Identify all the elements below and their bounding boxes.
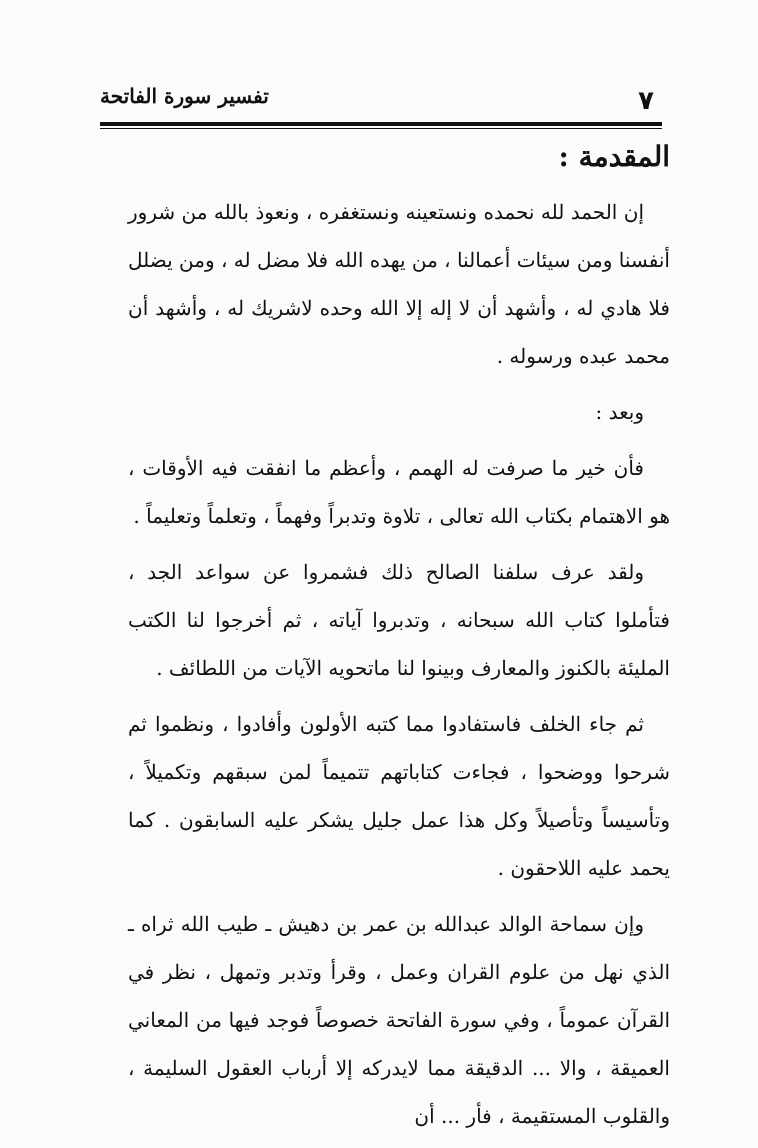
paragraph: وبعد : [595,400,644,424]
body-text [128,188,670,1148]
page-number: ٧ [638,86,654,116]
paragraph: ولقد عرف سلفنا الصالح ذلك فشمروا عن سواعد الجد ، فتأملوا كتاب الله سبحانه ، وتدبروا آياته ، ثم أخرجوا لنا الكتب المليئة بالكنوز والمعارف وبينوا لنا ماتحويه الآيات من اللطائف . [128,560,670,680]
running-header [100,82,660,118]
header-rule [100,122,662,126]
section-heading: المقدمة : [558,140,670,173]
paragraph: إن الحمد لله نحمده ونستعينه ونستغفره ، ونعوذ بالله من شرور أنفسنا ومن سيئات أعمالنا ، من يهده الله فلا مضل له ، ومن يضلل فلا هادي له ، وأشهد أن لا إله إلا الله وحده لاشريك له ، وأشهد أن محمد عبده ورسوله . [128,200,670,368]
running-header-title: تفسير سورة الفاتحة [100,84,269,108]
paragraph: وإن سماحة الوالد عبدالله بن عمر بن دهيش ـ طيب الله ثراه ـ الذي نهل من علوم القران وعمل ، وقرأ وتدبر وتمهل ، نظر في القرآن عموماً ، وفي سورة الفاتحة خصوصاً فوجد فيها من المعاني العميقة ، والا ... الدقيقة مما لايدركه إلا أرباب العقول السليمة ، والقلوب المستقيمة ، فأر ... أن [128,912,670,1128]
paragraph: فأن خير ما صرفت له الهمم ، وأعظم ما انفقت فيه الأوقات ، هو الاهتمام بكتاب الله تعالى ، تلاوة وتدبراً وفهماً ، وتعلماً وتعليماً . [128,456,670,528]
header-rule-thin [100,128,662,129]
paragraph: ثم جاء الخلف فاستفادوا مما كتبه الأولون وأفادوا ، ونظموا ثم شرحوا ووضحوا ، فجاءت كتاباتهم تتميماً لمن سبقهم وتكميلاً ، وتأسيساً وتأصيلاً وكل هذا عمل جليل يشكر عليه السابقون . كما يحمد عليه اللاحقون . [128,712,670,880]
